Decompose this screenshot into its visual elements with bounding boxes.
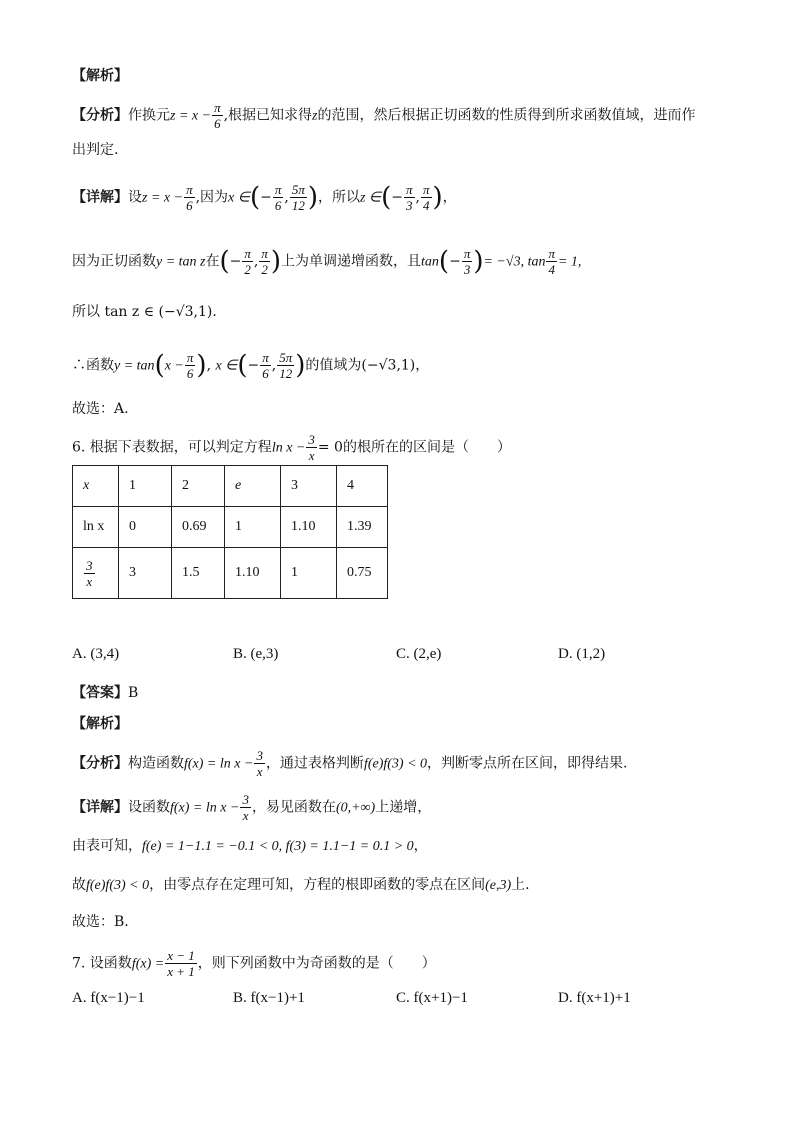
table-cell: 3: [119, 548, 172, 599]
q6-option-c: C. (2,e): [396, 646, 442, 662]
q7-text-a: 7. 设函数: [72, 955, 132, 972]
detail2b-text-e: 上递增，: [375, 799, 432, 816]
fraction-3-x: $\frac{3}{x}$: [242, 792, 249, 823]
detail2-line-1: [72, 792, 431, 823]
answer-value: B: [128, 685, 139, 701]
detail2d-math-b: f(e)f(3) < 0: [86, 878, 150, 893]
detail2b-text-c: ，易见函数在: [251, 799, 336, 816]
fraction-pi-2: $\frac{\pi}{2}$: [261, 246, 268, 277]
analysis-text-b: ,根据已知求得: [223, 107, 313, 124]
detail4-math-b: y = tan: [114, 358, 155, 374]
fraction-3-x: $\frac{3}{x}$: [86, 557, 93, 589]
q6-option-d: D. (1,2): [558, 646, 606, 662]
table-cell: 1: [119, 466, 172, 507]
q6-text-b: = 0的根所在的区间是（ ）: [317, 439, 511, 456]
analysis2-math-d: f(e)f(3) < 0: [363, 756, 428, 772]
q7-option-c: C. f(x+1)−1: [396, 990, 468, 1006]
detail2-math-g: = 1,: [557, 254, 582, 270]
detail-text-e: ，所以: [317, 189, 360, 206]
detail-line-3: 所以 tan z ∈ (−√3,1).: [72, 304, 217, 320]
q7-option-d: D. f(x+1)+1: [558, 990, 631, 1006]
detail2-math-b: y = tan z: [156, 254, 206, 270]
table-cell: 3: [281, 466, 337, 507]
detail2-line-2: [72, 836, 428, 857]
table-cell: e: [225, 466, 281, 507]
q7-text-c: ，则下列函数中为奇函数的是（ ）: [197, 955, 436, 972]
analysis2-text-c: ，通过表格判断: [265, 755, 364, 772]
detail4-text-a: ∴函数: [72, 357, 114, 374]
table-cell: 1.5: [172, 548, 225, 599]
var-z: z: [312, 108, 318, 124]
table-row: [73, 507, 388, 548]
detail2-math-f: = −√3, tan: [483, 254, 546, 270]
question-7: [72, 948, 436, 979]
table-cell: 1.10: [225, 548, 281, 599]
detail-math-d: x ∈: [228, 190, 250, 206]
fraction-pi-3: $\frac{\pi}{3}$: [406, 182, 413, 213]
detail-line-4: ∴函数y = tan(x − $\frac{\pi}{6}$ ), x ∈(− $\frac{\pi}{6}$ , $\frac{5\pi}{12}$ )的值域为(−√3,1)，: [72, 350, 430, 381]
q7-math-b: f(x) =: [131, 956, 165, 972]
analysis-line-2: 出判定.: [72, 142, 119, 158]
detail4-text-e: (−√3,1)，: [361, 357, 430, 374]
answer-choice-a: 故选：A.: [72, 401, 129, 417]
fraction-3-x: $\frac{3}{x}$: [256, 748, 263, 779]
analysis2-text-e: ，判断零点所在区间，即得结果.: [427, 755, 628, 772]
analysis2-math-b: f(x) = ln x −: [184, 756, 254, 772]
fraction-5pi-12: $\frac{5\pi}{12}$: [291, 182, 305, 213]
section-header-jiexi-2: 【解析】: [72, 716, 128, 732]
detail2c-text-a: 由表可知，: [72, 838, 142, 854]
table-cell: 0.69: [172, 507, 225, 548]
q7-option-b: B. f(x−1)+1: [233, 990, 305, 1006]
table-cell: 1: [225, 507, 281, 548]
fraction-q7: $\frac{x - 1}{x + 1}$: [167, 948, 195, 979]
analysis-math: z = x −: [170, 108, 212, 124]
detail2d-math-d: (e,3): [485, 878, 512, 893]
detail2-label: 【详解】: [72, 799, 128, 816]
q7-option-a: A. f(x−1)−1: [72, 990, 145, 1006]
detail-line-2: 因为正切函数y = tan z在(− $\frac{\pi}{2}$ , $\frac{\pi}{2}$ )上为单调递增函数，且tan(− $\frac{\pi}{3}$ )= −√3, tan $\frac{\pi}{4}$ = 1,: [72, 246, 582, 277]
fraction-pi-6: $\frac{\pi}{6}$: [274, 182, 282, 213]
answer-label: 【答案】: [72, 685, 128, 701]
fraction-pi-6: $\frac{\pi}{6}$: [214, 100, 221, 131]
question-6: [72, 432, 511, 463]
fraction-pi-4: $\frac{\pi}{4}$: [548, 246, 555, 277]
detail-text-a: 设: [128, 189, 142, 206]
analysis2-label: 【分析】: [72, 755, 128, 772]
table-row: [73, 548, 388, 599]
q6-text-a: 6. 根据下表数据，可以判定方程: [72, 439, 272, 456]
q6-math: ln x −: [271, 440, 306, 456]
table-cell: 1.39: [337, 507, 388, 548]
analysis2-text-a: 构造函数: [128, 755, 184, 772]
fraction-pi-3: $\frac{\pi}{3}$: [463, 246, 471, 277]
detail2b-math-d: (0,+∞): [335, 800, 376, 816]
detail-math-b: z = x −: [142, 190, 184, 206]
table-row: [73, 466, 388, 507]
detail2d-text-a: 故: [72, 877, 86, 893]
fraction-5pi-12: $\frac{5\pi}{12}$: [279, 350, 293, 381]
detail-line-1: 【详解】设z = x − $\frac{\pi}{6}$ ,因为x ∈(− $\frac{\pi}{6}$ , $\frac{5\pi}{12}$ )，所以z ∈(− $\frac{\pi}{3}$ , $\frac{\pi}{4}$ )，: [72, 182, 457, 213]
analysis-text-c: 的范围，然后根据正切函数的性质得到所求函数值域，进而作: [317, 107, 696, 124]
detail2-text-a: 因为正切函数: [72, 253, 156, 270]
detail2b-text-a: 设函数: [128, 799, 170, 816]
analysis-line-1: [72, 100, 695, 131]
detail2-text-c: 在: [205, 253, 220, 270]
table-cell: [73, 548, 119, 599]
fraction-pi-6: $\frac{\pi}{6}$: [186, 350, 194, 381]
detail-label: 【详解】: [72, 189, 128, 206]
detail2b-math-b: f(x) = ln x −: [170, 800, 240, 816]
section-header-jiexi: 【解析】: [72, 68, 128, 84]
detail2-math-e: tan: [421, 254, 439, 270]
q6-option-a: A. (3,4): [72, 646, 120, 662]
data-table: [72, 465, 388, 599]
analysis-text: 作换元: [128, 107, 170, 124]
fraction-pi-4: $\frac{\pi}{4}$: [423, 182, 430, 213]
detail2-text-d: 上为单调递增函数，且: [281, 253, 422, 270]
fraction-pi-2: $\frac{\pi}{2}$: [244, 246, 251, 277]
q6-option-b: B. (e,3): [233, 646, 279, 662]
table-cell: 1.10: [281, 507, 337, 548]
table-cell: 0.75: [337, 548, 388, 599]
table-cell: 1: [281, 548, 337, 599]
detail4-text-d: 的值域为: [305, 357, 362, 374]
detail4-math-c: x ∈: [215, 358, 238, 374]
analysis-label: 【分析】: [72, 107, 128, 124]
detail2c-text-c: ，: [413, 838, 428, 854]
table-cell: x: [73, 466, 119, 507]
detail2c-math-b: f(e) = 1−1.1 = −0.1 < 0, f(3) = 1.1−1 = 0.1 > 0: [142, 839, 414, 854]
fraction-pi-6: $\frac{\pi}{6}$: [262, 350, 269, 381]
detail2d-text-c: ，由零点存在定理可知，方程的根即函数的零点在区间: [149, 877, 486, 893]
detail2-line-3: [72, 875, 530, 896]
detail-math-f: z ∈: [359, 190, 382, 206]
fraction-3-x: $\frac{3}{x}$: [308, 432, 315, 463]
fraction-pi-6: $\frac{\pi}{6}$: [186, 182, 193, 213]
table-cell: 4: [337, 466, 388, 507]
answer-line: [72, 683, 138, 703]
detail2d-text-e: 上.: [511, 877, 530, 893]
detail-text-c: ,因为: [195, 189, 229, 206]
table-cell: 2: [172, 466, 225, 507]
table-cell: 0: [119, 507, 172, 548]
answer-choice-b: 故选：B.: [72, 914, 129, 930]
analysis2-line: [72, 748, 627, 779]
table-cell: ln x: [73, 507, 119, 548]
